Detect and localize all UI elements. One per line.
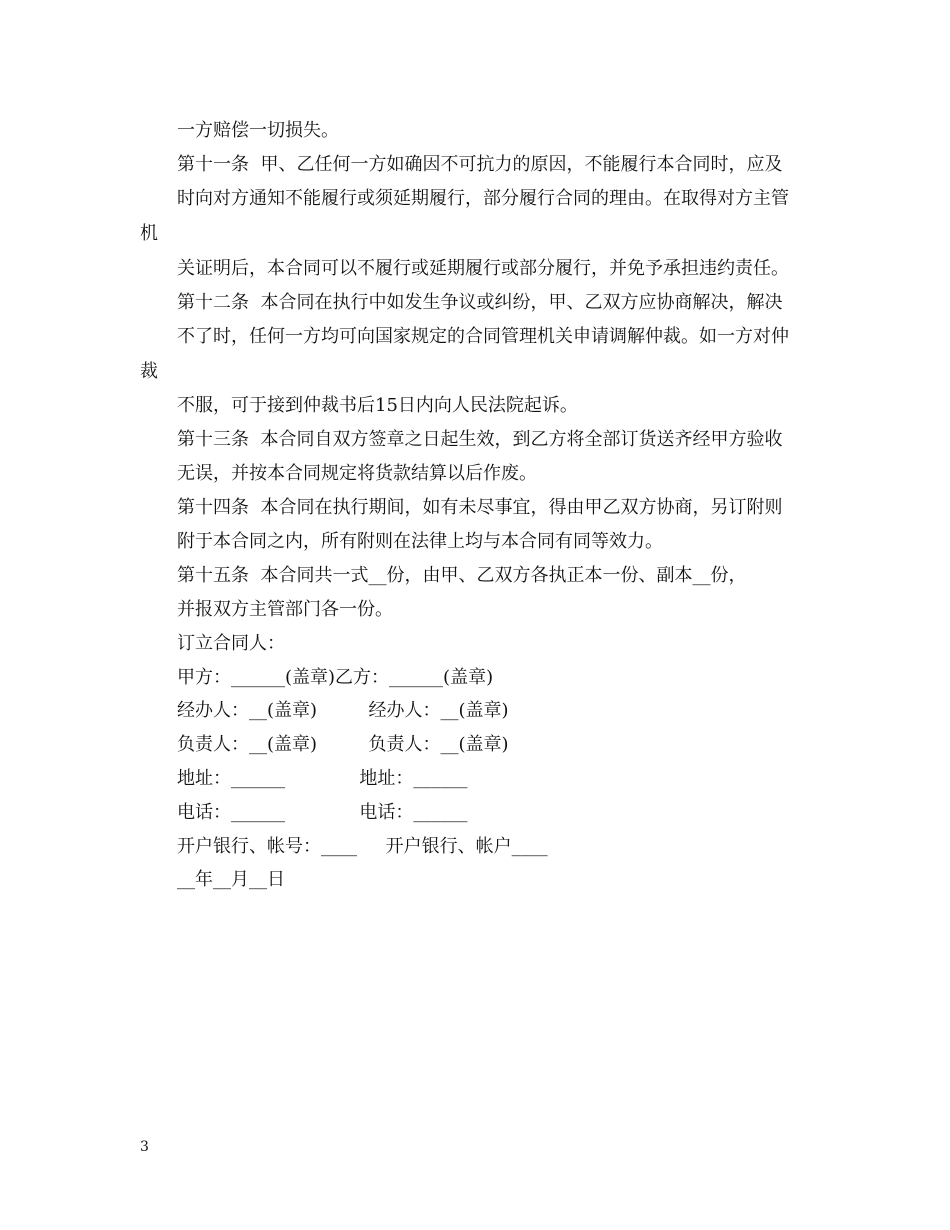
date-line: __年__月__日 (177, 869, 285, 890)
page-number: 3 (140, 1139, 149, 1155)
handler-line: 经办人：__(盖章) 经办人：__(盖章) (177, 700, 509, 721)
text-line: 关证明后，本合同可以不履行或延期履行或部分履行，并免予承担违约责任。 (177, 258, 789, 279)
clause-12-line-1: 第十二条 本合同在执行中如发生争议或纠纷，甲、乙双方应协商解决，解决 (177, 292, 783, 313)
text-line: 时向对方通知不能履行或须延期履行，部分履行合同的理由。在取得对方主管 (177, 188, 789, 209)
text-line: 裁 (140, 361, 158, 382)
address-line: 地址：______ 地址：______ (177, 768, 468, 789)
bank-account-line: 开户银行、帐号：____ 开户银行、帐户____ (177, 836, 548, 857)
clause-14-line-1: 第十四条 本合同在执行期间，如有未尽事宜，得由甲乙双方协商，另订附则 (177, 497, 783, 518)
text-line: 不了时，任何一方均可向国家规定的合同管理机关申请调解仲裁。如一方对仲 (177, 326, 789, 347)
text-line: 一方赔偿一切损失。 (177, 120, 339, 141)
phone-line: 电话：______ 电话：______ (177, 802, 468, 823)
text-line: 附于本合同之内，所有附则在法律上均与本合同有同等效力。 (177, 531, 663, 552)
text-line: 并报双方主管部门各一份。 (177, 599, 393, 620)
signatories-heading: 订立合同人： (177, 633, 285, 654)
clause-11-line-1: 第十一条 甲、乙任何一方如确因不可抗力的原因，不能履行本合同时，应及 (177, 154, 783, 175)
clause-15-line-1: 第十五条 本合同共一式__份，由甲、乙双方各执正本一份、副本__份， (177, 565, 747, 586)
party-line: 甲方：______(盖章)乙方：______(盖章) (177, 667, 494, 688)
text-line: 机 (140, 223, 158, 244)
text-line: 无误，并按本合同规定将货款结算以后作废。 (177, 463, 537, 484)
text-line: 不服，可于接到仲裁书后15日内向人民法院起诉。 (177, 395, 578, 416)
responsible-line: 负责人：__(盖章) 负责人：__(盖章) (177, 734, 509, 755)
clause-13-line-1: 第十三条 本合同自双方签章之日起生效，到乙方将全部订货送齐经甲方验收 (177, 429, 783, 450)
